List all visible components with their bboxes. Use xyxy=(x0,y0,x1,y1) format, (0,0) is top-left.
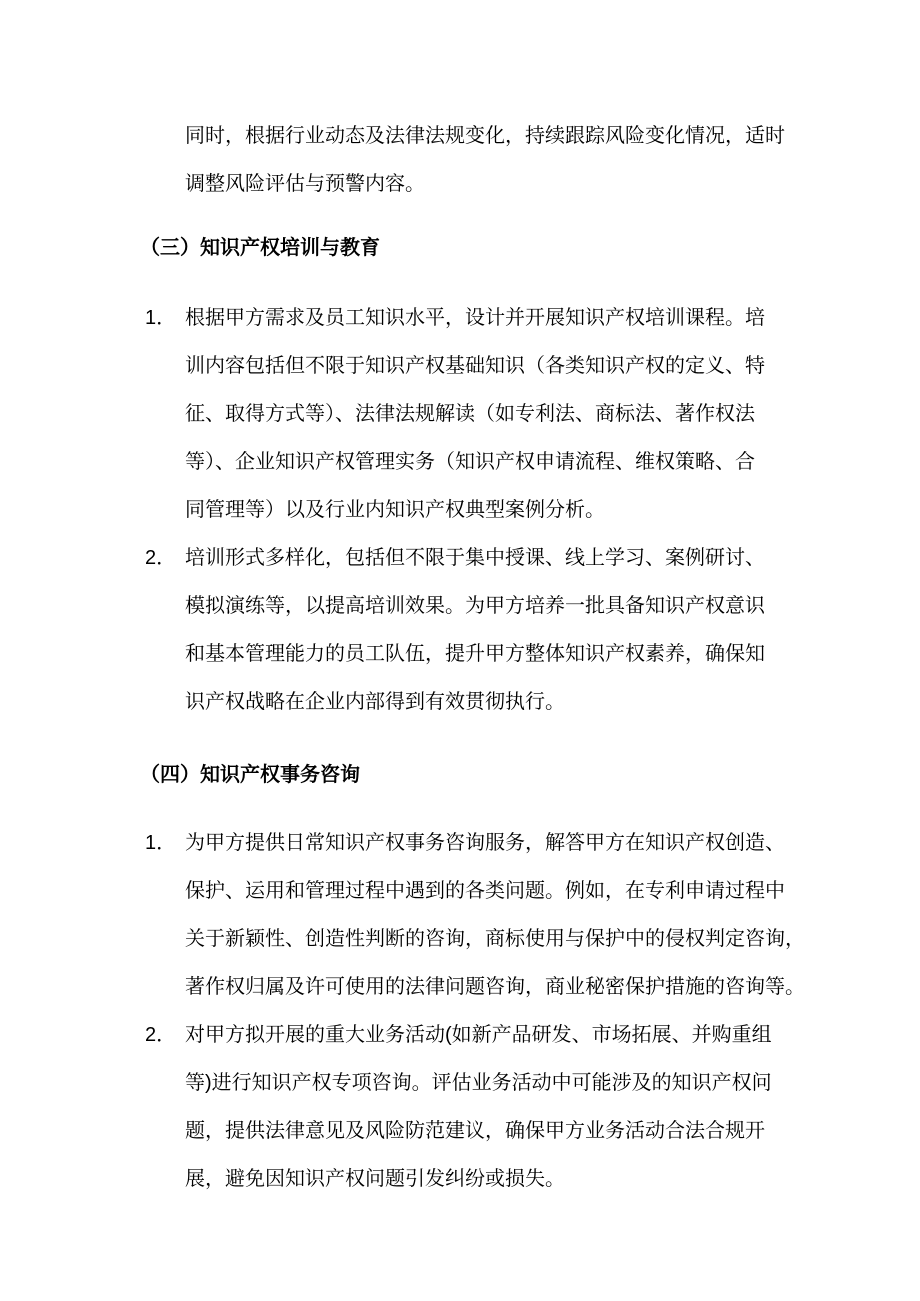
text-line: 保护、运用和管理过程中遇到的各类问题。例如，在专利申请过程中 xyxy=(185,880,785,902)
section-four-items xyxy=(100,819,820,1203)
text-line: 和基本管理能力的员工队伍，提升甲方整体知识产权素养，确保知 xyxy=(185,643,765,665)
text-line: 题，提供法律意见及风险防范建议，确保甲方业务活动合法合规开 xyxy=(185,1120,765,1142)
text-line: 同管理等）以及行业内知识产权典型案例分析。 xyxy=(185,499,605,521)
section-heading-training: （三）知识产权培训与教育 xyxy=(140,237,380,259)
section-heading-consulting: （四）知识产权事务咨询 xyxy=(140,764,360,786)
list-number: 2． xyxy=(145,1024,177,1046)
list-number: 1． xyxy=(145,832,177,854)
list-item xyxy=(100,294,820,534)
text-line-content: 为甲方提供日常知识产权事务咨询服务，解答甲方在知识产权创造、 xyxy=(185,832,785,854)
list-item xyxy=(100,534,820,726)
text-line-content: 根据甲方需求及员工知识水平，设计并开展知识产权培训课程。培 xyxy=(185,307,765,329)
risk-tracking-paragraph xyxy=(100,112,820,208)
text-line: 关于新颖性、创造性判断的咨询，商标使用与保护中的侵权判定咨询， xyxy=(185,928,805,950)
text-line xyxy=(100,819,820,867)
text-line xyxy=(100,534,820,582)
text-line: 同时，根据行业动态及法律法规变化，持续跟踪风险变化情况，适时 xyxy=(185,125,785,147)
text-line: 著作权归属及许可使用的法律问题咨询，商业秘密保护措施的咨询等。 xyxy=(185,976,805,998)
text-line: 训内容包括但不限于知识产权基础知识（各类知识产权的定义、特 xyxy=(185,355,765,377)
section-three-items xyxy=(100,294,820,726)
text-line-content: 培训形式多样化，包括但不限于集中授课、线上学习、案例研讨、 xyxy=(185,547,765,569)
text-line: 等）、企业知识产权管理实务（知识产权申请流程、维权策略、合 xyxy=(185,451,755,473)
list-number: 2． xyxy=(145,547,177,569)
text-line-content: 对甲方拟开展的重大业务活动(如新产品研发、市场拓展、并购重组 xyxy=(185,1024,772,1046)
text-line: 调整风险评估与预警内容。 xyxy=(185,173,425,195)
text-line xyxy=(100,1011,820,1059)
list-item xyxy=(100,819,820,1011)
text-line: 展，避免因知识产权问题引发纠纷或损失。 xyxy=(185,1168,565,1190)
text-line: 模拟演练等，以提高培训效果。为甲方培养一批具备知识产权意识 xyxy=(185,595,765,617)
text-line: 识产权战略在企业内部得到有效贯彻执行。 xyxy=(185,691,565,713)
list-item xyxy=(100,1011,820,1203)
list-number: 1． xyxy=(145,307,177,329)
text-line: 等)进行知识产权专项咨询。评估业务活动中可能涉及的知识产权问 xyxy=(185,1072,772,1094)
text-line: 征、取得方式等）、法律法规解读（如专利法、商标法、著作权法 xyxy=(185,403,755,425)
text-line xyxy=(100,294,820,342)
